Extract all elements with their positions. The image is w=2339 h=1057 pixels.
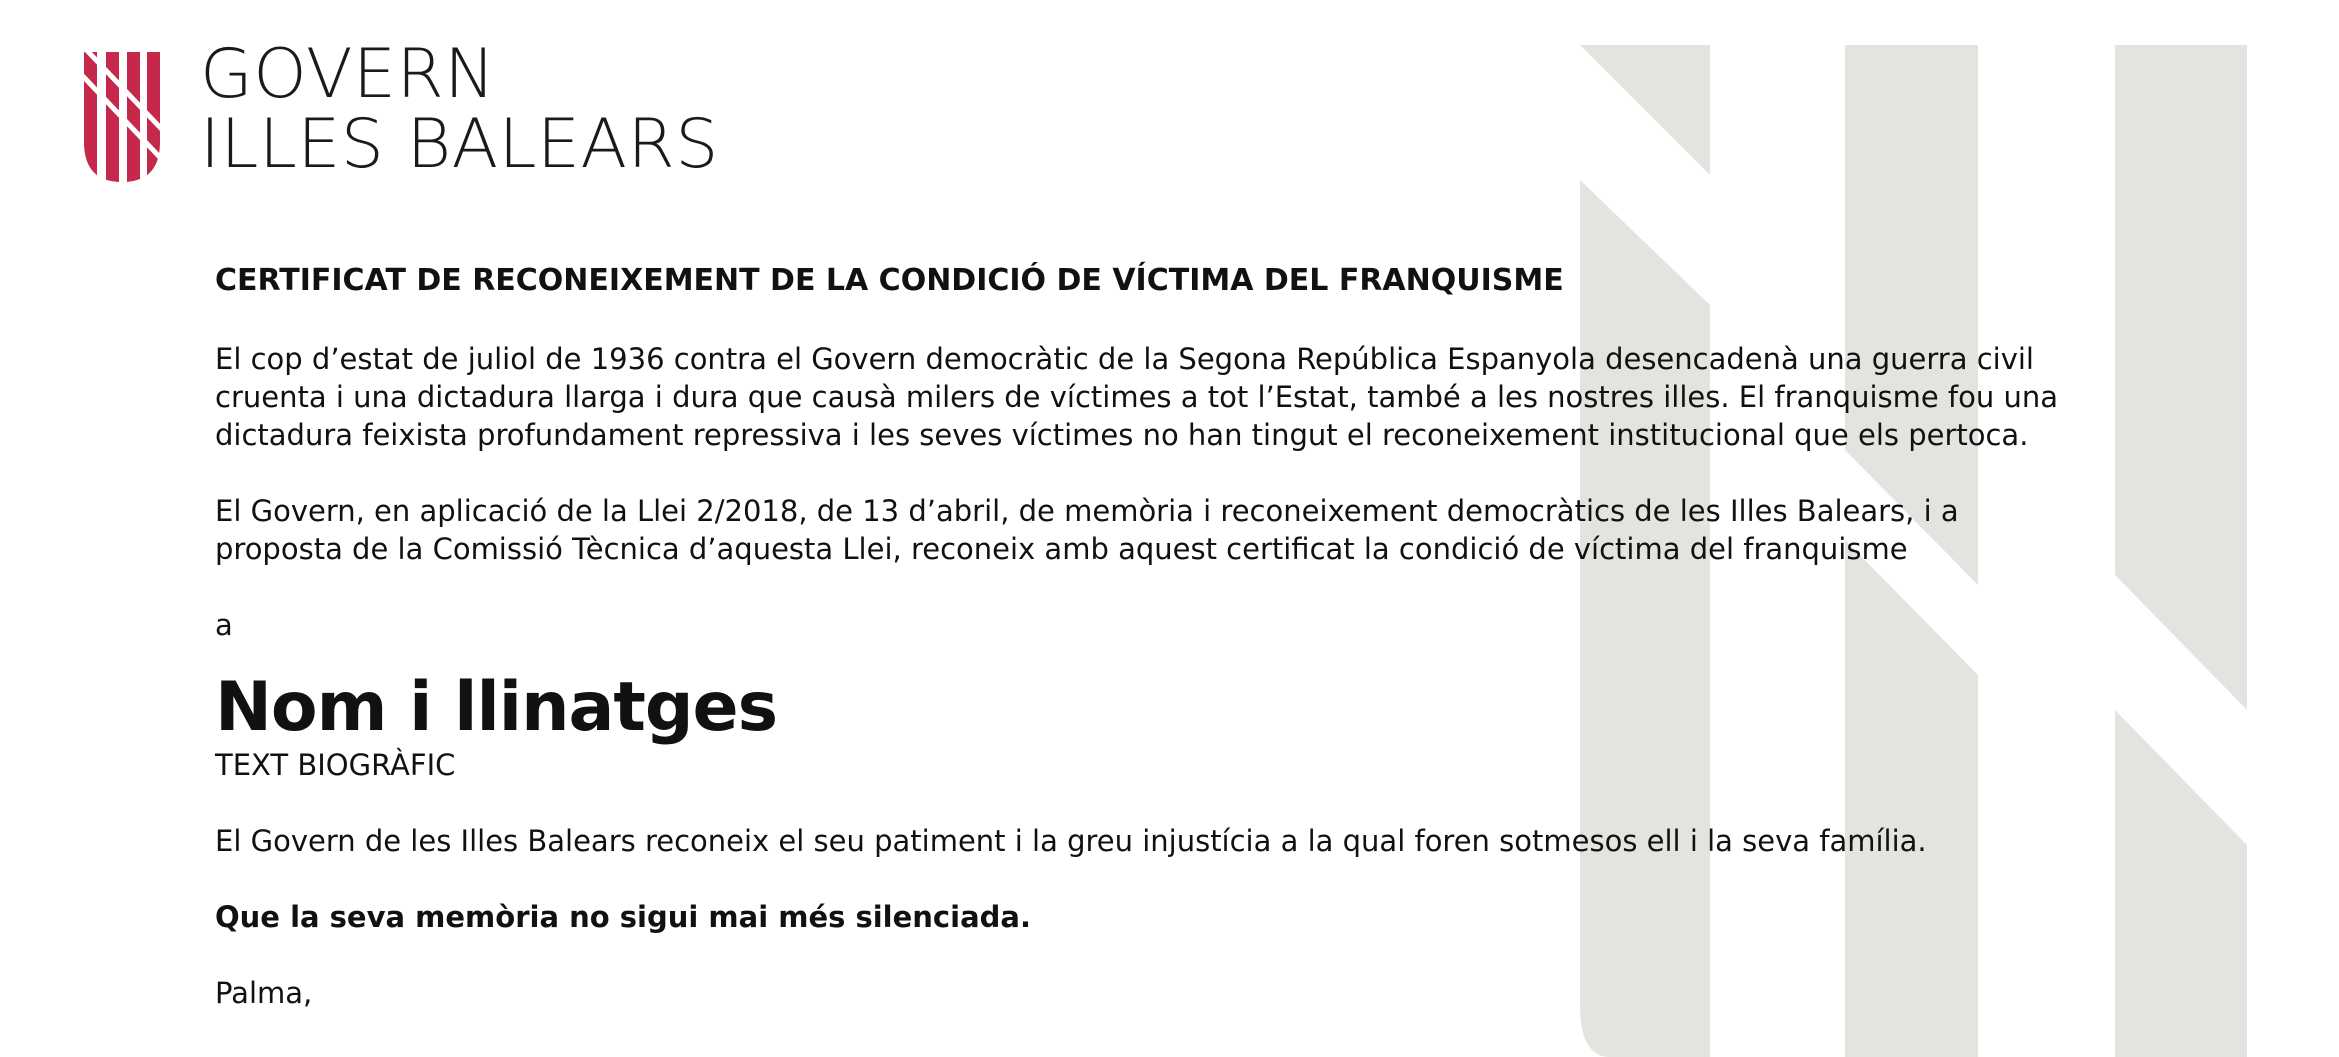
recipient-preposition: a [215, 608, 233, 642]
logo-line-1: GOVERN [200, 35, 496, 114]
law-paragraph: El Govern, en aplicació de la Llei 2/2018, de 13 d’abril, de memòria i reconeixement democràtics de les Illes Balears, i a proposta de la Comissió Tècnica d’aquesta Llei, reconeix amb aquest certificat la condició de víctima del franquisme [215, 494, 1959, 566]
place-date: Palma, [215, 976, 313, 1010]
logo-line-2: ILLES BALEARS [200, 105, 719, 184]
certificate-title: CERTIFICAT DE RECONEIXEMENT DE LA CONDICIÓ DE VÍCTIMA DEL FRANQUISME [215, 263, 1564, 298]
biographic-text: TEXT BIOGRÀFIC [215, 748, 456, 782]
logo-wordmark [200, 35, 719, 184]
motto-line: Que la seva memòria no sigui mai més silenciada. [215, 900, 1031, 934]
recipient-name: Nom i llinatges [215, 668, 778, 747]
certificate-body [215, 262, 2095, 1012]
recognition-paragraph: El Govern de les Illes Balears reconeix el seu patiment i la greu injustícia a la qual foren sotmesos ell i la seva família. [215, 824, 1927, 858]
intro-paragraph: El cop d’estat de juliol de 1936 contra el Govern democràtic de la Segona República Espanyola desencadenà una guerra civil cruenta i una dictadura llarga i dura que causà milers de víctimes a tot l’Estat, també a les nostres illes. El franquisme fou una dictadura feixista profundament repressiva i les seves víctimes no han tingut el reconeixement institucional que els pertoca. [215, 342, 2059, 452]
header-logo [82, 35, 719, 184]
govern-illes-balears-shield-icon [82, 52, 162, 182]
